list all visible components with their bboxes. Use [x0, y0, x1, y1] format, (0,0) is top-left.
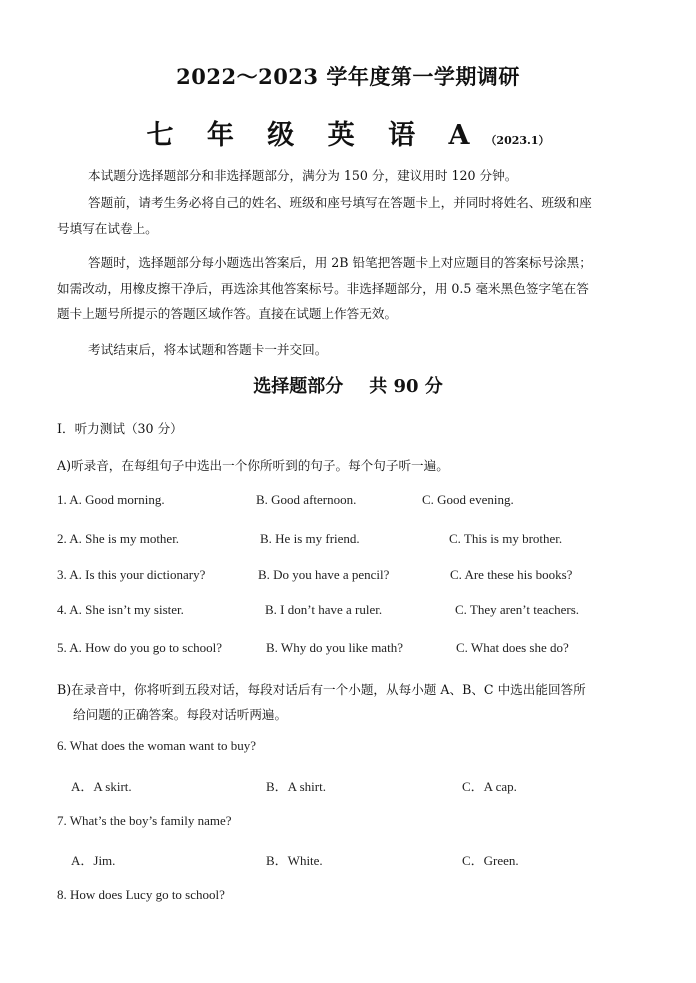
part1-subB-instruction-line1: B)在录音中，你将听到五段对话，每段对话后有一个小题，从每小题 A、B、C 中选出能回答所 — [57, 682, 586, 697]
option-a: 5. A. How do you go to school? — [57, 640, 223, 655]
instruction-name-line1: 答题前，请考生务必将自己的姓名、班级和座号填写在答题卡上，并同时将姓名、班级和座 — [88, 195, 592, 210]
section-title — [0, 372, 696, 398]
option-a: 1. A. Good morning. — [57, 492, 165, 507]
section-title-name: 选择题部分 — [253, 376, 344, 397]
option-c: C. Good evening. — [422, 492, 514, 507]
option-a: 3. A. Is this your dictionary? — [57, 567, 206, 582]
instruction-answer-line3: 题卡上题号所提示的答题区域作答。直接在试题上作答无效。 — [57, 306, 398, 321]
option-c: C. This is my brother. — [449, 531, 563, 546]
subject-title: 七 年 级 英 语 A — [146, 120, 482, 151]
section-title-score: 共 90 分 — [369, 376, 443, 397]
question-7-option-a: A．Jim. — [71, 853, 116, 868]
question-6-option-a: A．A skirt. — [71, 779, 132, 794]
option-a: 4. A. She isn’t my sister. — [57, 602, 184, 617]
option-c: C. What does she do? — [456, 640, 569, 655]
option-b: B. He is my friend. — [260, 531, 360, 546]
question-6: 6. What does the woman want to buy? — [57, 738, 257, 753]
question-7-option-c: C．Green. — [462, 853, 519, 868]
option-a: 2. A. She is my mother. — [57, 531, 180, 546]
question-7: 7. What’s the boy’s family name? — [57, 813, 232, 828]
instruction-score: 本试题分选择题部分和非选择题部分，满分为 150 分，建议用时 120 分钟。 — [88, 168, 518, 183]
option-c: C. Are these his books? — [450, 567, 573, 582]
exam-title: 2022～2023 学年度第一学期调研 — [176, 64, 520, 89]
question-8: 8. How does Lucy go to school? — [57, 887, 225, 902]
question-6-option-b: B．A shirt. — [266, 779, 326, 794]
part1-subB-instruction-line2: 给问题的正确答案。每段对话听两遍。 — [73, 707, 288, 722]
option-c: C. They aren’t teachers. — [455, 602, 580, 617]
option-b: B. Do you have a pencil? — [258, 567, 390, 582]
instruction-answer-line1: 答题时，选择题部分每小题选出答案后，用 2B 铅笔把答题卡上对应题目的答案标号涂黑； — [88, 255, 592, 270]
question-6-option-c: C．A cap. — [462, 779, 517, 794]
option-b: B. Why do you like math? — [266, 640, 403, 655]
part1-subA-instruction: A)听录音，在每组句子中选出一个你所听到的句子。每个句子听一遍。 — [57, 458, 449, 473]
option-b: B. Good afternoon. — [256, 492, 357, 507]
part1-heading: I．听力测试（30 分） — [57, 421, 183, 436]
instruction-answer-line2: 如需改动，用橡皮擦干净后，再选涂其他答案标号。非选择题部分，用 0.5 毫米黑色签字笔在答 — [57, 281, 589, 296]
question-7-option-b: B．White. — [266, 853, 323, 868]
subject-heading — [0, 113, 696, 152]
instruction-submit: 考试结束后，将本试题和答题卡一并交回。 — [88, 342, 328, 357]
exam-date: （2023.1） — [485, 134, 550, 147]
instruction-name-line2: 号填写在试卷上。 — [57, 221, 158, 236]
option-b: B. I don’t have a ruler. — [265, 602, 383, 617]
